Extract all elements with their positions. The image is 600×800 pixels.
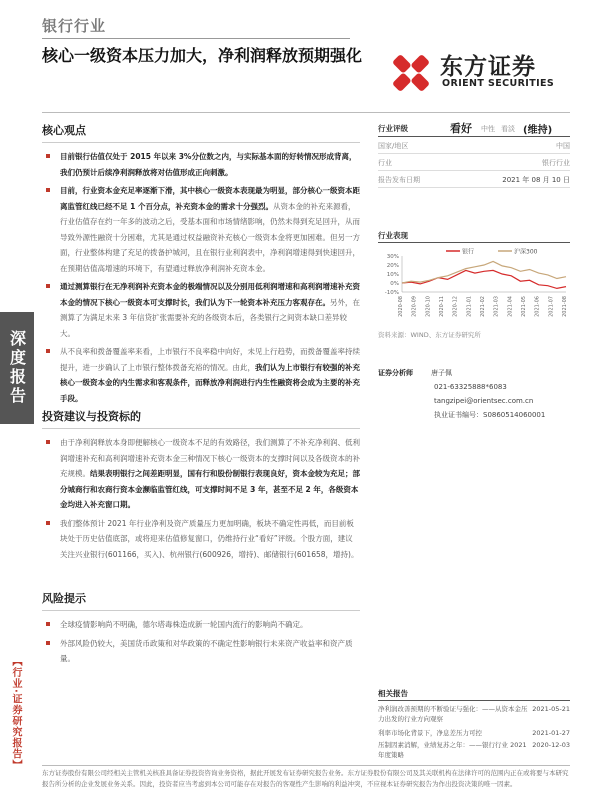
legend-label-1: 沪深300 <box>514 248 538 256</box>
side-tab-deep-report: 深度报告 <box>0 312 34 424</box>
related-item-1[interactable]: 净利润改善预期的不断验证与强化：——从资本金压力出发的行业方向观察 2021-05-21 <box>378 705 570 723</box>
core-item-2: 目前，行业资本金充足率逐渐下滑，其中核心一级资本表现最为明显，部分核心一级资本距离监管红线已经不足 1 个百分点，补充资本金的需求十分强烈。从资本金的补充来源看，行业估值存在约一年多的波动之后，受基本面和市场情绪影响，仍然未得到充足回升，从而导致外源性融资十分困难，尤其是通过权益融资补充核心一级资本金将更加困难。但另一方面，行业整体构建了充足的拨备护城河，且在银行业利润表中，净利润增速得到快速回升，在预期估值高增速的环境下，有望通过释放净利润补充资本金。 <box>42 183 360 276</box>
analyst-label: 证券分析师 <box>378 369 413 377</box>
logo-text-cn: 东方证券 <box>440 54 536 80</box>
x-tick-label: 2021-05 <box>521 296 527 317</box>
related-item-3[interactable]: 压制因素消解，业绩复苏之年：——银行行业 2021 年度策略 2020-12-03 <box>378 741 570 759</box>
footer-rule <box>42 765 570 766</box>
footer-disclaimer: 东方证券股份有限公司经相关主管机关核准具备证券投资咨询业务资格，据此开展发布证券研究报告业务。东方证券股份有限公司及其关联机构在法律许可的范围内正在或将要与本研究报告所分析的企业发展业务关系。因此，投资者应当考虑到本公司可能存在对报告的客观性产生影响的利益冲突，不应视本证券研究报告为作出投资决策的唯一因素。 <box>42 769 569 788</box>
risk-item-2: 外部风险仍较大，美国货币政策和对华政策的不确定性影响银行未来资产收益率和资产质量。 <box>42 636 360 667</box>
related-heading: 相关报告 <box>378 689 408 698</box>
analyst-name: 唐子佩 <box>431 369 452 377</box>
core-item-3: 通过测算银行在无净利润补充资本金的极端情况以及分别用低利润增速和高利润增速补充资本金的情况下核心一级资本可支撑时长，我们认为下一轮资本补充压力客观存在。另外，在测算了为满足未来 3 年信贷扩张需要补充的各级资本后，各类银行之间资本缺口差异较大。 <box>42 279 360 341</box>
chart-heading-rule <box>378 242 570 243</box>
orient-securities-logo <box>388 44 568 102</box>
x-tick-label: 2020-12 <box>452 296 459 317</box>
related-item-2[interactable]: 利率市场化背景下，净息差压力可控 2021-01-27 <box>378 729 570 737</box>
advice-item-1: 由于净利润释放本身即便解核心一级资本不足的有效路径，我们测算了不补充净利润、低利润增速补充和高利润增速补充资本金三种情况下核心一级资本的支撑时间以及各级资本的补充规模。结果表明银行之间差距明显，国有行和股份制银行表现良好，资本金较为充足；部分城商行和农商行资本金濒临监管红线，可支撑时间不足 3 年，甚至不足 2 年，各级资本金均进入补充窗口期。 <box>42 435 360 513</box>
chart-source: 资料来源：WIND、东方证券研究所 <box>378 331 481 339</box>
side-footer-label: 【行业·证券研究报告】 <box>10 656 21 771</box>
analyst-email[interactable]: tangzipei@orientsec.com.cn <box>434 397 534 405</box>
risk-item-1: 全球疫情影响尚不明确，德尔塔毒株造成新一轮国内流行的影响尚不确定。 <box>42 617 360 633</box>
core-section <box>42 122 360 409</box>
risk-heading: 风险提示 <box>42 592 86 605</box>
x-tick-label: 2021-02 <box>480 296 486 317</box>
core-heading: 核心观点 <box>42 124 86 137</box>
rating-value: 看好 <box>450 122 472 135</box>
y-tick-label: 30% <box>386 254 399 260</box>
related-rule <box>378 700 570 701</box>
analyst-cert-label: 执业证书编号： <box>434 411 483 419</box>
logo-text-en: ORIENT SECURITIES <box>442 78 555 89</box>
legend-label-0: 银行 <box>462 248 475 256</box>
analyst-block <box>378 366 570 422</box>
risk-list <box>42 617 360 667</box>
x-tick-label: 2020-09 <box>411 296 418 317</box>
analyst-phone: 021-63325888*6083 <box>434 383 507 391</box>
rating-row-region: 国家/地区 中国 <box>378 137 570 154</box>
x-tick-label: 2021-06 <box>534 296 541 317</box>
core-list <box>42 149 360 406</box>
advice-list <box>42 435 360 562</box>
advice-heading: 投资建议与投资标的 <box>42 410 141 423</box>
report-sector: 银行行业 <box>42 17 107 35</box>
advice-item-2: 我们整体预计 2021 年行业净利及资产质量压力更加明确，板块不确定性再低，而目前板块处于历史估值底部，或将迎来估值修复窗口，仍维持行业“看好”评级。个股方面，建议关注兴业银行(601166，买入)、杭州银行(600926，增持)、邮储银行(601658，增持)。 <box>42 516 360 563</box>
x-tick-label: 2021-04 <box>507 296 514 317</box>
core-item-1: 目前银行估值仅处于 2015 年以来 3%分位数之内，与实际基本面的好转情况形成背离，我们仍预计后续净利润释放将对估值形成正向刺激。 <box>42 149 360 180</box>
report-title: 核心一级资本压力加大，净利润释放预期强化 <box>42 46 363 65</box>
rating-box <box>378 120 570 188</box>
header-divider <box>42 38 350 39</box>
x-tick-label: 2021-01 <box>466 296 473 317</box>
rating-option-neutral: 中性 <box>481 125 495 133</box>
x-tick-label: 2020-11 <box>439 296 445 317</box>
rating-option-bearish: 看淡 <box>501 125 515 133</box>
risk-rule <box>42 610 360 611</box>
core-rule <box>42 142 360 143</box>
y-tick-label: 20% <box>386 263 399 269</box>
advice-rule <box>42 428 360 429</box>
industry-performance-chart <box>378 246 570 324</box>
x-tick-label: 2021-07 <box>548 296 555 317</box>
advice-section <box>42 408 360 565</box>
x-tick-label: 2021-08 <box>562 296 568 317</box>
series-line-1 <box>402 261 566 283</box>
logo-mark-icon <box>388 50 434 96</box>
top-rule <box>42 112 570 113</box>
rating-row-industry: 行业 银行行业 <box>378 154 570 171</box>
core-item-4: 从不良率和拨备覆盖率来看，上市银行不良率稳中向好，未见上行趋势，而拨备覆盖率持续提升，进一步确认了上市银行整体拨备充裕的情况。由此，我们认为上市银行有较强的补充核心一级资本金的内生需求和客观条件，而释放净利润进行内生性融资将会成为主要的补充手段。 <box>42 344 360 406</box>
y-tick-label: 0% <box>390 281 399 287</box>
x-tick-label: 2020-10 <box>425 296 432 317</box>
rating-row-date: 报告发布日期 2021 年 08 月 10 日 <box>378 171 570 188</box>
y-tick-label: 10% <box>386 272 399 278</box>
chart-heading: 行业表现 <box>378 231 408 240</box>
y-tick-label: -10% <box>384 290 399 296</box>
risk-section <box>42 590 360 670</box>
x-tick-label: 2021-03 <box>493 296 500 317</box>
analyst-cert: S0860514060001 <box>483 411 546 419</box>
rating-status: (维持) <box>523 125 553 136</box>
rating-label: 行业评级 <box>378 124 408 133</box>
x-tick-label: 2020-08 <box>398 296 404 317</box>
